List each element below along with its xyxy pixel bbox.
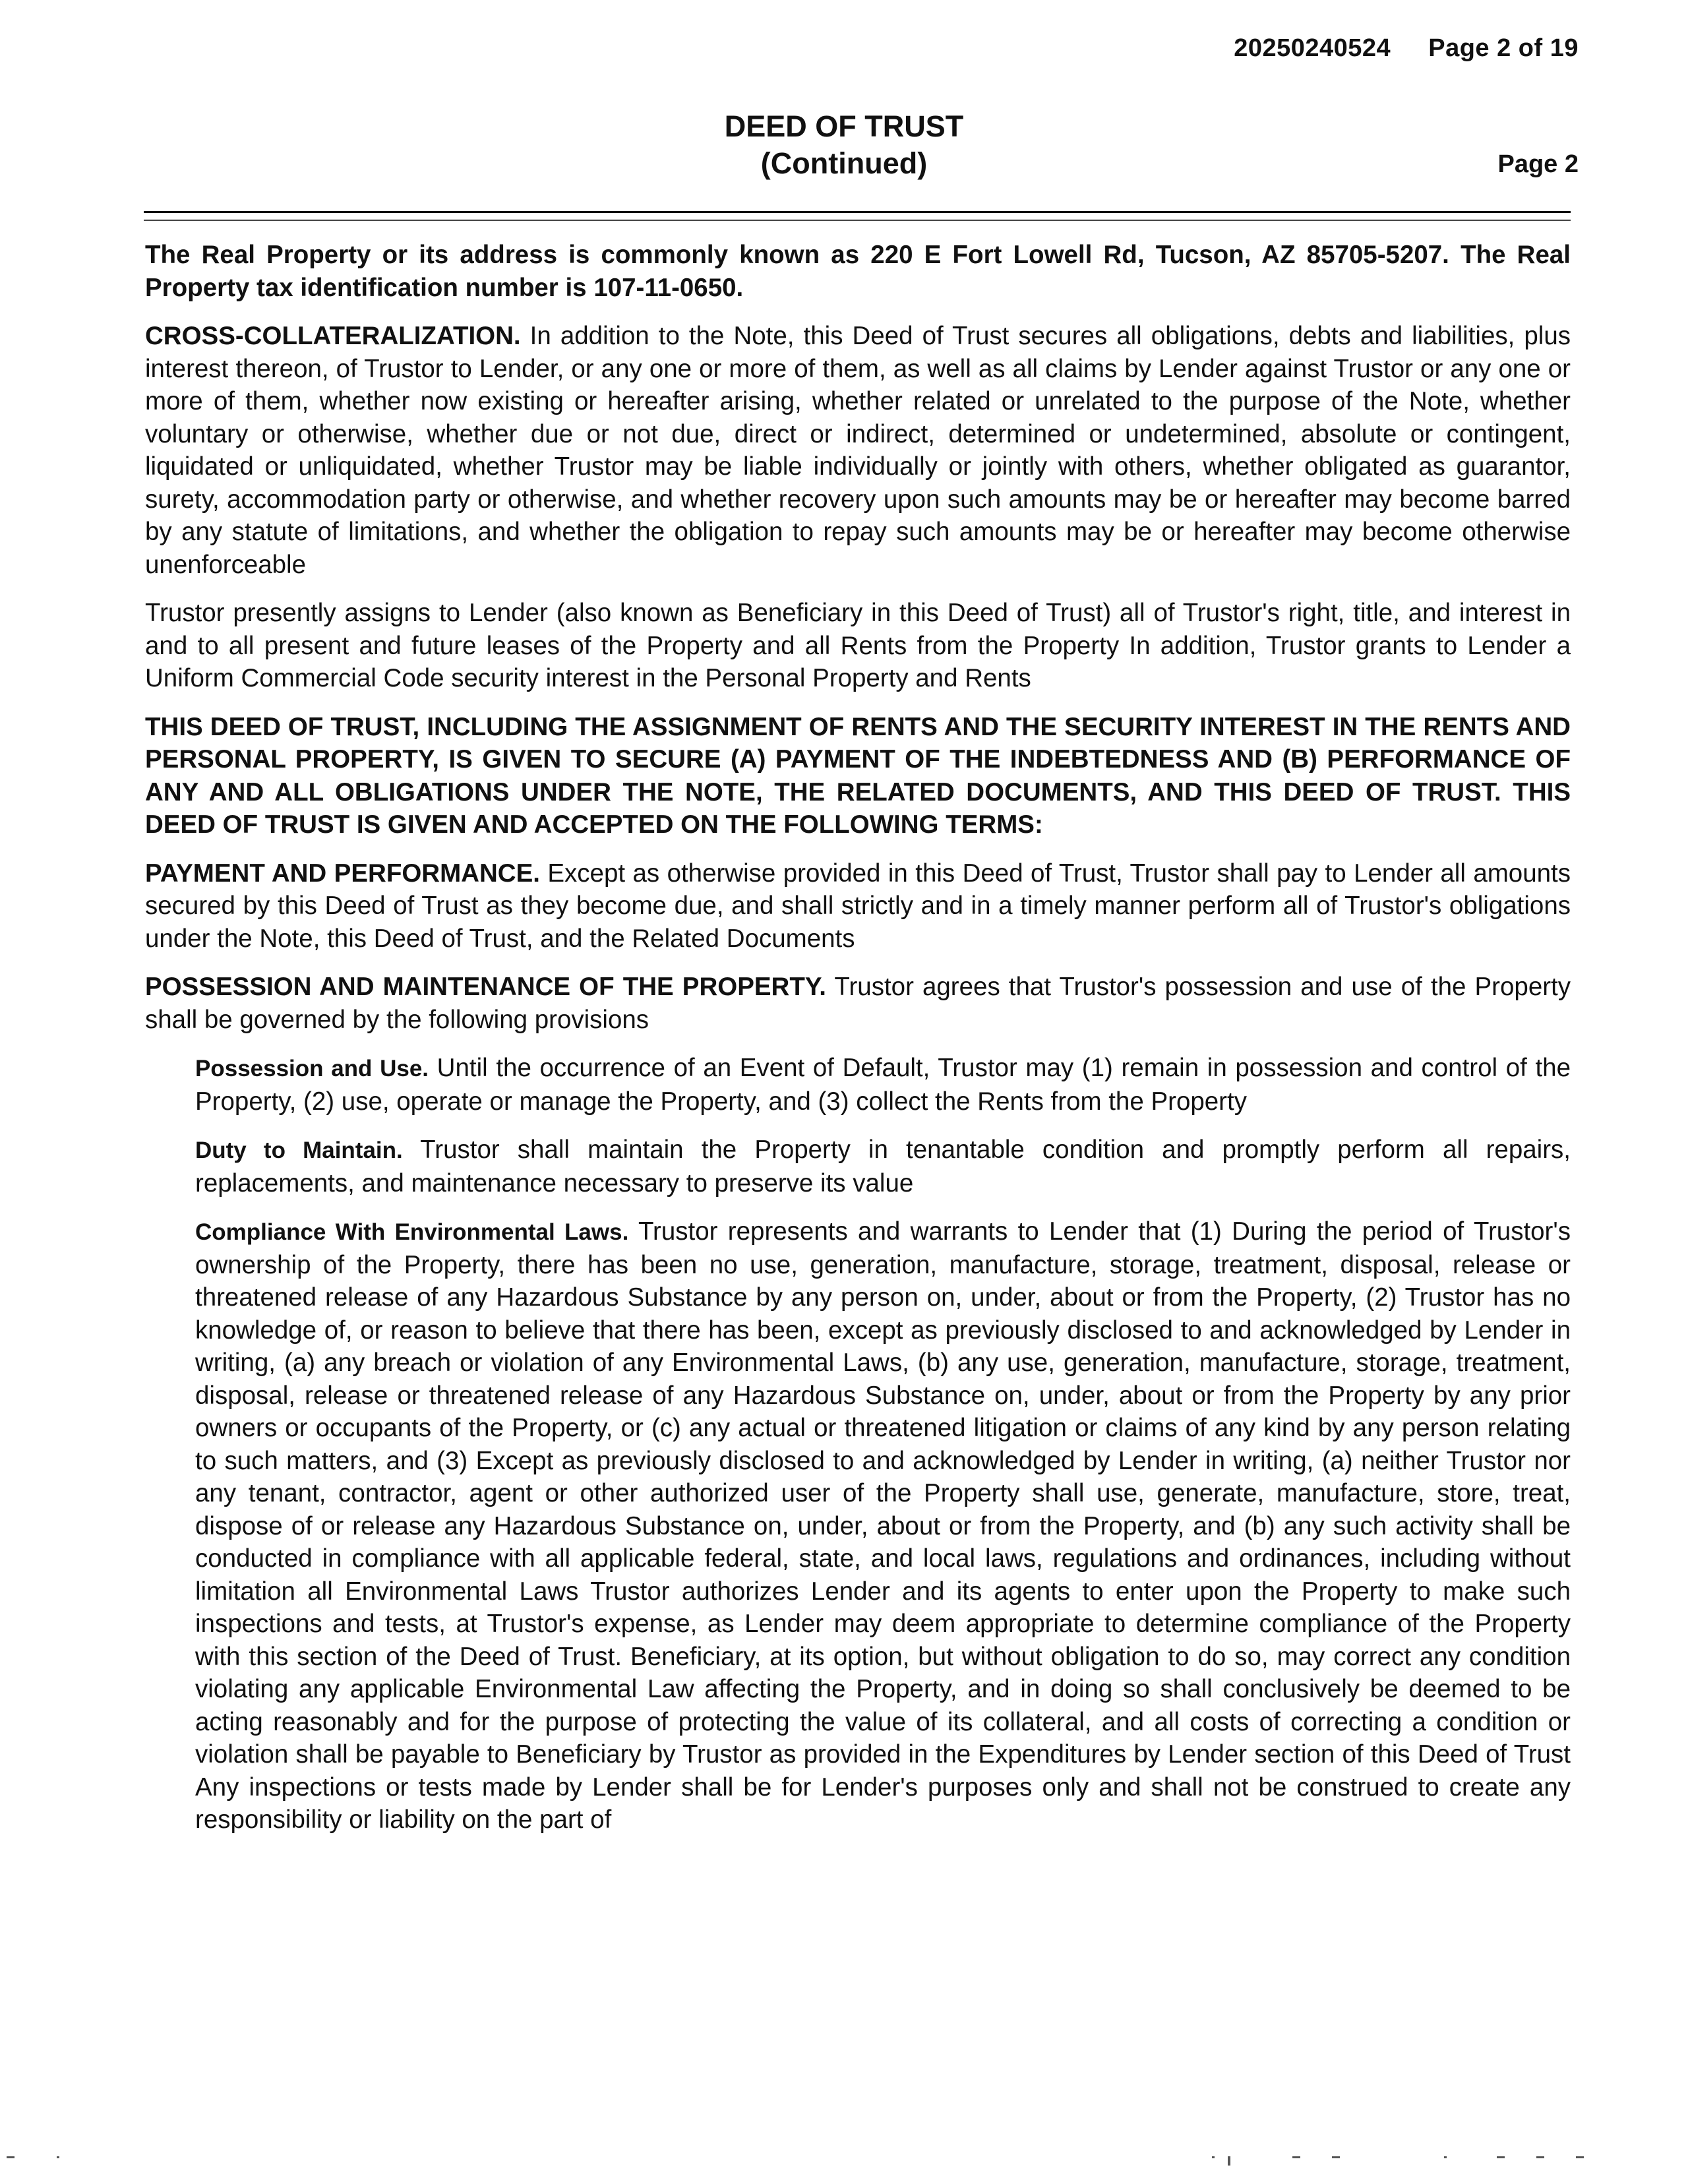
environmental-paragraph	[195, 1215, 1571, 1836]
payment-text: Except as otherwise provided in this Deed of Trust, Trustor shall pay to Lender all amounts secured by this Deed of Trust as they become due, and shall strictly and in a timely manner perform all of Trustor's obligations under the Note, this Deed of Trust, and the Related Documents	[145, 859, 1571, 953]
assignment-text: Trustor presently assigns to Lender (also known as Beneficiary in this Deed of Trust) all of Trustor's right, title, and interest in and to all present and future leases of the Property and all Rents from the Property In addition, Trustor grants to Lender a Uniform Commercial Code security interest in the Personal Property and Rents	[145, 599, 1571, 692]
scan-mark	[7, 2156, 15, 2158]
possession-use-heading: Possession and Use.	[195, 1056, 429, 1081]
page-count: Page 2 of 19	[1428, 34, 1579, 62]
property-address: 220 E Fort Lowell Rd, Tucson, AZ 85705-5207.	[870, 241, 1449, 269]
header-rule-bottom	[144, 220, 1571, 221]
document-number-header	[1234, 34, 1579, 63]
scan-mark	[1536, 2156, 1544, 2158]
cross-collateralization-paragraph	[145, 320, 1571, 581]
tax-id: 107-11-0650.	[593, 273, 744, 302]
scan-mark	[1228, 2156, 1230, 2166]
scan-mark	[1292, 2156, 1300, 2158]
scan-mark	[1332, 2156, 1340, 2158]
possession-text: Trustor agrees that Trustor's possession and use of the Property shall be governed by the following provisions	[145, 973, 1571, 1034]
payment-paragraph	[145, 857, 1571, 956]
document-body	[145, 239, 1571, 1852]
possession-paragraph	[145, 971, 1571, 1036]
scan-mark	[1497, 2156, 1505, 2158]
scan-mark	[1212, 2156, 1215, 2158]
caps-clause-text: THIS DEED OF TRUST, INCLUDING THE ASSIGNMENT OF RENTS AND THE SECURITY INTEREST IN THE RENTS AND PERSONAL PROPERTY, IS GIVEN TO SECURE (A) PAYMENT OF THE INDEBTEDNESS AND (B) PERFORMANCE OF ANY AND ALL OBLIGATIONS UNDER THE NOTE, THE RELATED DOCUMENTS, AND THIS DEED OF TRUST. THIS DEED OF TRUST IS GIVEN AND ACCEPTED ON THE FOLLOWING TERMS:	[145, 712, 1571, 839]
assignment-paragraph	[145, 597, 1571, 695]
scan-artifacts	[0, 2156, 1688, 2169]
scan-mark	[1444, 2156, 1447, 2158]
title-line-1: DEED OF TRUST	[724, 109, 964, 143]
tax-id-prefix: The Real Property tax identification number is	[145, 241, 1571, 302]
payment-heading: PAYMENT AND PERFORMANCE.	[145, 859, 540, 888]
caps-clause-paragraph	[145, 711, 1571, 841]
header-rule-top	[144, 211, 1571, 213]
duty-maintain-text: Trustor shall maintain the Property in tenantable condition and promptly perform all repairs, replacements, and maintenance necessary to preserve its value	[195, 1136, 1571, 1198]
title-line-2: (Continued)	[760, 146, 928, 180]
possession-use-paragraph	[195, 1052, 1571, 1118]
duty-maintain-paragraph	[195, 1134, 1571, 1199]
possession-heading: POSSESSION AND MAINTENANCE OF THE PROPERTY.	[145, 973, 826, 1001]
property-paragraph	[145, 239, 1571, 304]
possession-use-text: Until the occurrence of an Event of Default, Trustor may (1) remain in possession and control of the Property, (2) use, operate or manage the Property, and (3) collect the Rents from the Property	[195, 1054, 1571, 1116]
scan-mark	[1576, 2156, 1584, 2158]
page-label: Page 2	[1497, 150, 1579, 178]
cross-collateralization-text: In addition to the Note, this Deed of Trust secures all obligations, debts and liabilities, plus interest thereon, of Trustor to Lender, or any one or more of them, as well as all claims by Lender against Trustor or any one or more of them, whether now existing or hereafter arising, whether related or unrelated to the purpose of the Note, whether voluntary or otherwise, whether due or not due, direct or indirect, determined or undetermined, absolute or contingent, liquidated or unliquidated, whether Trustor may be liable individually or jointly with others, whether obligated as guarantor, surety, accommodation party or otherwise, and whether recovery upon such amounts may be or hereafter may become barred by any statute of limitations, and whether the obligation to repay such amounts may be or hereafter may become otherwise unenforceable	[145, 322, 1571, 579]
environmental-text: Trustor represents and warrants to Lender that (1) During the period of Trustor's ownership of the Property, there has been no use, generation, manufacture, storage, treatment, disposal, release or threatened release of any Hazardous Substance by any person on, under, about or from the Property, (2) Trustor has no knowledge of, or reason to believe that there has been, except as previously disclosed to and acknowledged by Lender in writing, (a) any breach or violation of any Environmental Laws, (b) any use, generation, manufacture, storage, treatment, disposal, release or threatened release of any Hazardous Substance on, under, about or from the Property by any prior owners or occupants of the Property, or (c) any actual or threatened litigation or claims of any kind by any person relating to such matters, and (3) Except as previously disclosed to and acknowledged by Lender in writing, (a) neither Trustor nor any tenant, contractor, agent or other authorized user of the Property shall use, generate, manufacture, store, treat, dispose of or release any Hazardous Substance on, under, about or from the Property, and (b) any such activity shall be conducted in compliance with all applicable federal, state, and local laws, regulations and ordinances, including without limitation all Environmental Laws Trustor authorizes Lender and its agents to enter upon the Property to make such inspections and tests, at Trustor's expense, as Lender may deem appropriate to determine compliance of the Property with this section of the Deed of Trust. Beneficiary, at its option, but without obligation to do so, may correct any condition violating any applicable Environmental Law affecting the Property, and in doing so shall conclusively be deemed to be acting reasonably and for the purpose of protecting the value of its collateral, and all costs of correcting a condition or violation shall be payable to Beneficiary by Trustor as provided in the Expenditures by Lender section of this Deed of Trust Any inspections or tests made by Lender shall be for Lender's purposes only and shall not be construed to create any responsibility or liability on the part of	[195, 1217, 1571, 1834]
duty-maintain-heading: Duty to Maintain.	[195, 1138, 403, 1163]
cross-collateralization-heading: CROSS-COLLATERALIZATION.	[145, 322, 521, 350]
document-title	[0, 108, 1688, 182]
recording-number: 20250240524	[1234, 34, 1391, 62]
environmental-heading: Compliance With Environmental Laws.	[195, 1219, 629, 1245]
scan-mark	[57, 2156, 59, 2158]
property-intro: The Real Property or its address is commonly known as	[145, 241, 860, 269]
